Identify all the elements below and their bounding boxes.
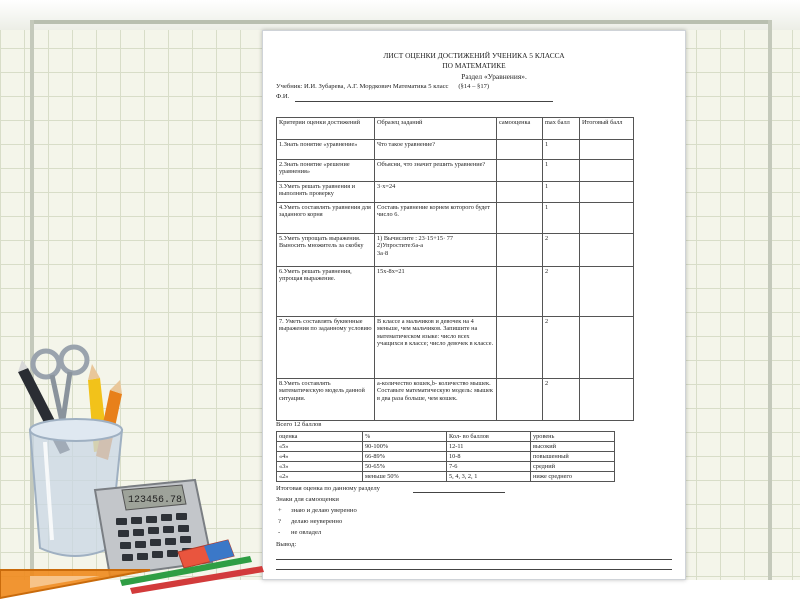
document-page: [262, 30, 686, 580]
row-max: 1: [543, 203, 580, 234]
header-max-score: max балл: [543, 118, 580, 140]
header-final-score: Итоговый балл: [580, 118, 634, 140]
grade-row: [277, 462, 615, 472]
document-title-line2: ПО МАТЕМАТИКЕ: [442, 61, 506, 70]
row-final-cell: [580, 234, 634, 267]
grade-cell: ниже среднего: [531, 472, 615, 482]
name-label: Ф.И.: [276, 93, 290, 100]
conclusion-line: [276, 569, 672, 570]
row-sample: Объясни, что значит решить уравнение?: [375, 160, 497, 182]
sign-text: не овладел: [291, 529, 322, 536]
sign-text: делаю неуверенно: [291, 518, 343, 525]
signs-label: Знаки для самооценки: [276, 496, 339, 503]
stationery-illustration: [0, 330, 270, 600]
sign-symbol: ?: [278, 518, 281, 525]
slide-frame-top: [30, 20, 770, 24]
conclusion-label: Вывод:: [276, 541, 297, 548]
grade-header-row: [277, 432, 615, 442]
final-grade-line: [413, 492, 505, 493]
table-row: [277, 160, 634, 182]
row-final-cell: [580, 140, 634, 160]
grade-cell: «4»: [277, 452, 363, 462]
header-self-assessment: самооценка: [497, 118, 543, 140]
grade-cell: «5»: [277, 442, 363, 452]
row-sample: 15х-8х=21: [375, 267, 497, 317]
grade-row: [277, 472, 615, 482]
grade-header: Кол- во баллов: [447, 432, 531, 442]
final-grade-label: Итоговая оценка по данному разделу: [276, 485, 380, 492]
table-row: [277, 234, 634, 267]
table-row: [277, 317, 634, 379]
conclusion-line: [276, 559, 672, 560]
grade-cell: средний: [531, 462, 615, 472]
row-criterion: 7. Уметь составлять буквенные выражения по заданному условию: [277, 317, 375, 379]
row-sample: Составь уравнение корнем которого будет число 6.: [375, 203, 497, 234]
grade-table: [276, 431, 615, 482]
grade-cell: 7-6: [447, 462, 531, 472]
row-final-cell: [580, 379, 634, 421]
row-final-cell: [580, 267, 634, 317]
sample-line: 3а·8: [377, 249, 389, 257]
slide-top-band: [0, 0, 800, 30]
row-criterion: 8.Уметь составлять математическую модель данной ситуации.: [277, 379, 375, 421]
table-row: [277, 203, 634, 234]
grade-cell: 10-8: [447, 452, 531, 462]
row-sample: [375, 234, 497, 267]
header-sample: Образец заданий: [375, 118, 497, 140]
header-criteria: Критерии оценки достижений: [277, 118, 375, 140]
table-row: [277, 267, 634, 317]
row-max: 1: [543, 140, 580, 160]
row-self-assessment-cell: [497, 160, 543, 182]
sign-symbol: +: [278, 507, 282, 514]
grade-cell: 5, 4, 3, 2, 1: [447, 472, 531, 482]
grade-cell: 50-65%: [363, 462, 447, 472]
grade-cell: повышенный: [531, 452, 615, 462]
sign-text: знаю и делаю уверенно: [291, 507, 357, 514]
row-max: 2: [543, 267, 580, 317]
grade-cell: 90-100%: [363, 442, 447, 452]
row-final-cell: [580, 203, 634, 234]
document-title-line1: ЛИСТ ОЦЕНКИ ДОСТИЖЕНИЙ УЧЕНИКА 5 КЛАССА: [383, 51, 565, 60]
table-row: [277, 379, 634, 421]
row-final-cell: [580, 182, 634, 203]
grade-cell: «2»: [277, 472, 363, 482]
row-self-assessment-cell: [497, 182, 543, 203]
document-section: Раздел «Уравнения».: [461, 72, 527, 81]
row-self-assessment-cell: [497, 267, 543, 317]
row-final-cell: [580, 160, 634, 182]
grade-cell: меньше 50%: [363, 472, 447, 482]
grade-cell: «3»: [277, 462, 363, 472]
row-self-assessment-cell: [497, 203, 543, 234]
row-sample: а-количество кошек,b- количество мышек. Составьте математическую модель: мышек в два раза больше, чем кошек.: [375, 379, 497, 421]
row-self-assessment-cell: [497, 140, 543, 160]
sample-line: 2)Упростите:6а-а: [377, 242, 424, 250]
row-max: 2: [543, 317, 580, 379]
row-sample: Что такое уравнение?: [375, 140, 497, 160]
table-row: [277, 182, 634, 203]
grade-cell: 66-89%: [363, 452, 447, 462]
row-criterion: 1.Знать понятие «уравнение»: [277, 140, 375, 160]
row-self-assessment-cell: [497, 317, 543, 379]
row-criterion: 3.Уметь решать уравнения и выполнять проверку: [277, 182, 375, 203]
criteria-table: [276, 117, 634, 421]
sign-symbol: -: [278, 529, 281, 536]
grade-header: оценка: [277, 432, 363, 442]
grade-header: уровень: [531, 432, 615, 442]
document-textbook: Учебник: И.И. Зубарева, А.Г. Мордкович Математика 5 класс (§14 – §17): [276, 83, 490, 90]
grade-header: %: [363, 432, 447, 442]
row-sample: 3·х=24: [375, 182, 497, 203]
row-final-cell: [580, 317, 634, 379]
grade-cell: высокий: [531, 442, 615, 452]
row-criterion: 6.Уметь решать уравнения, упрощая выражение.: [277, 267, 375, 317]
calculator-display: 123456.78: [128, 495, 183, 506]
row-self-assessment-cell: [497, 234, 543, 267]
row-max: 2: [543, 234, 580, 267]
row-self-assessment-cell: [497, 379, 543, 421]
sample-line: 1) Вычислите : 23·15+15· 77: [377, 235, 454, 242]
grade-cell: 12-11: [447, 442, 531, 452]
table-header-row: [277, 118, 634, 140]
name-line: [295, 101, 553, 102]
grade-row: [277, 452, 615, 462]
slide-frame-right: [768, 20, 772, 580]
total-score: Всего 12 баллов: [276, 421, 322, 428]
table-row: [277, 140, 634, 160]
row-criterion: 5.Уметь упрощать выражения. Выносить множитель за скобку: [277, 234, 375, 267]
grade-row: [277, 442, 615, 452]
row-max: 2: [543, 379, 580, 421]
row-sample: В классе а мальчиков и девочек на 4 меньше, чем мальчиков. Запишите на математическом языке: число всех учащихся в классе; число девочек в классе.: [375, 317, 497, 379]
row-criterion: 2.Знать понятие «решение уравнения»: [277, 160, 375, 182]
row-criterion: 4.Уметь составлять уравнения для заданного корня: [277, 203, 375, 234]
row-max: 1: [543, 160, 580, 182]
row-max: 1: [543, 182, 580, 203]
